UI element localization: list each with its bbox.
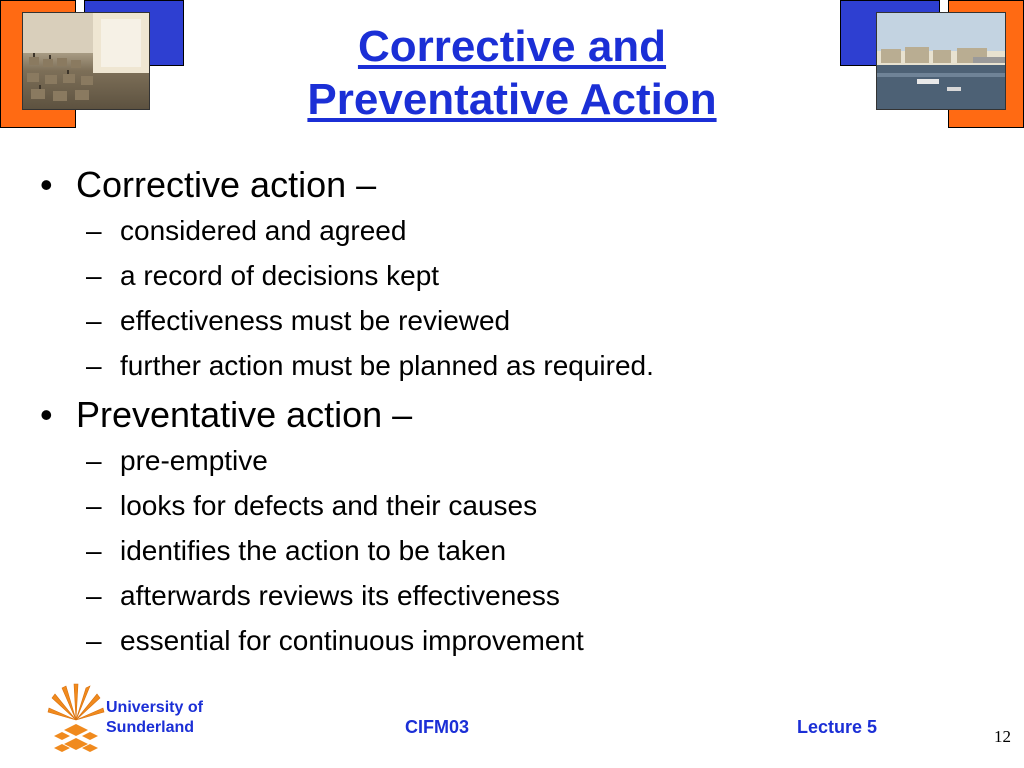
harbour-photo [876, 12, 1006, 110]
sub-bullet-text: a record of decisions kept [120, 260, 440, 291]
dash-icon: – [86, 535, 102, 566]
slide-title-line2: Preventative Action [307, 75, 717, 124]
page-number: 12 [994, 727, 1011, 746]
sub-bullet [36, 618, 996, 663]
dash-icon: – [86, 260, 102, 291]
lecture-label: Lecture 5 [797, 717, 878, 737]
dash-icon: – [86, 305, 102, 336]
office-photo-illustration [23, 13, 149, 109]
university-name-line1: University of [106, 699, 203, 716]
sub-bullet-text: afterwards reviews its effectiveness [120, 580, 560, 611]
harbour-photo-illustration [877, 13, 1005, 109]
dash-icon: – [86, 625, 102, 656]
sub-bullet [36, 253, 996, 298]
sub-bullet-text: identifies the action to be taken [120, 535, 507, 566]
dash-icon: – [86, 580, 102, 611]
sub-bullet-text: effectiveness must be reviewed [120, 305, 511, 336]
slide-title-line1: Corrective and [357, 22, 667, 71]
bullet-icon: • [40, 164, 53, 205]
course-code: CIFM03 [405, 717, 470, 737]
sub-bullet [36, 483, 996, 528]
bullet-corrective-action [36, 162, 996, 208]
bullet-text: Corrective action – [76, 164, 377, 205]
dash-icon: – [86, 490, 102, 521]
slide-title [200, 20, 824, 126]
sunburst-logo-icon [46, 680, 106, 758]
university-name-line2: Sunderland [106, 719, 195, 736]
sub-bullet-text: further action must be planned as required. [120, 350, 654, 381]
sub-bullet [36, 298, 996, 343]
sub-bullet-text: pre-emptive [120, 445, 268, 476]
dash-icon: – [86, 350, 102, 381]
sub-bullet [36, 573, 996, 618]
bullet-icon: • [40, 394, 53, 435]
sub-bullet [36, 343, 996, 388]
sub-bullet [36, 528, 996, 573]
sub-bullet-text: essential for continuous improvement [120, 625, 584, 656]
sub-bullet-text: considered and agreed [120, 215, 407, 246]
sub-bullet [36, 438, 996, 483]
office-photo [22, 12, 150, 110]
sub-bullet [36, 208, 996, 253]
dash-icon: – [86, 445, 102, 476]
dash-icon: – [86, 215, 102, 246]
bullet-preventative-action [36, 392, 996, 438]
sub-bullet-text: looks for defects and their causes [120, 490, 538, 521]
university-name [106, 698, 203, 738]
slide-content [36, 158, 996, 663]
bullet-text: Preventative action – [76, 394, 413, 435]
